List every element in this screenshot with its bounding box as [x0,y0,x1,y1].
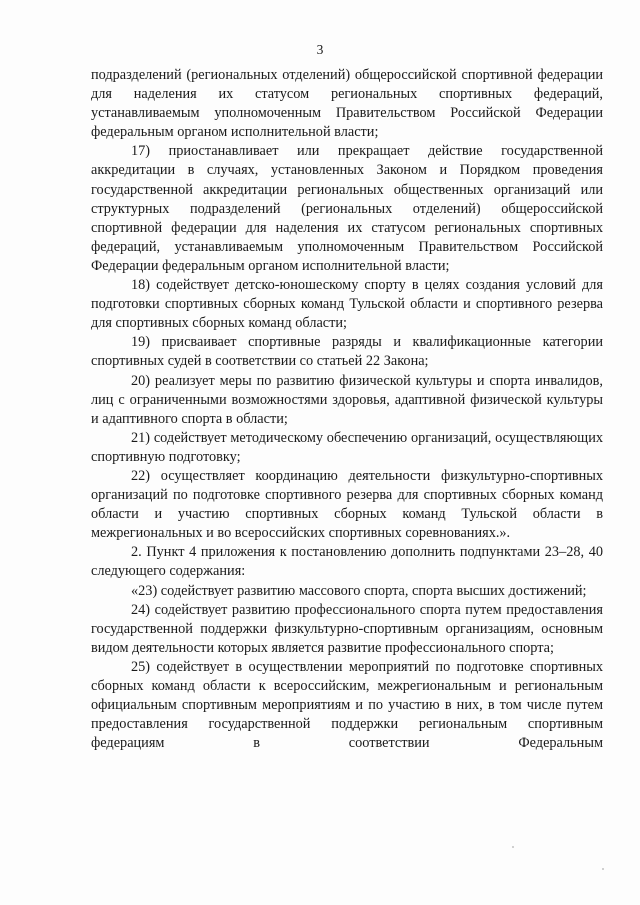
paragraph-item-22: 22) осуществляет координацию деятельности физкультурно-спортивных организаций по подготовке спортивного резерва для спортивных сборных команд области и участию спортивных сборных команд Тульской области в межрегиональных и во всероссийских спортивных соревнованиях.». [91,467,603,542]
scan-speck [602,868,604,870]
document-body [91,66,603,753]
paragraph-item-23: «23) содействует развитию массового спорта, спорта высших достижений; [131,582,587,599]
page-number: 3 [316,42,324,57]
paragraph-item-24: 24) содействует развитию профессионального спорта путем предоставления государственной поддержки физкультурно-спортивным организациям, основным видом деятельности которых является развитие профессионального спорта; [91,601,603,656]
paragraph-item-18: 18) содействует детско-юношескому спорту в целях создания условий для подготовки спортивных сборных команд Тульской области и спортивного резерва для спортивных сборных команд области; [91,277,603,332]
paragraph-item-21: 21) содействует методическому обеспечению организаций, осуществляющих спортивную подготовку; [91,429,603,465]
paragraph-item-20: 20) реализует меры по развитию физической культуры и спорта инвалидов, лиц с ограниченными возможностями здоровья, адаптивной физической культуры и адаптивного спорта в области; [91,372,603,427]
paragraph-item-19: 19) присваивает спортивные разряды и квалификационные категории спортивных судей в соответствии со статьей 22 Закона; [91,334,603,370]
paragraph-point-2: 2. Пункт 4 приложения к постановлению дополнить подпунктами 23–28, 40 следующего содержания: [91,544,603,580]
paragraph-item-17: 17) приостанавливает или прекращает действие государственной аккредитации в случаях, установленных Законом и Порядком проведения государственной аккредитации региональных общественных организаций или структурных подразделений (региональных отделений) общероссийской спортивной федерации для наделения их статусом региональных спортивных федераций, устанавливаемым уполномоченным Правительством Российской Федерации федеральным органом исполнительной власти; [91,143,603,274]
paragraph-continuation: подразделений (региональных отделений) общероссийской спортивной федерации для наделения их статусом региональных спортивных федераций, устанавливаемым уполномоченным Правительством Российской Федерации федеральным органом исполнительной власти; [91,67,603,141]
paragraph-item-25: 25) содействует в осуществлении мероприятий по подготовке спортивных сборных команд области к всероссийским, межрегиональным и региональным официальным спортивным мероприятиям и по участию в них, в том числе путем предоставления государственной поддержки региональным спортивным федерациям в соответствии Федеральным [91,658,603,752]
scan-speck [512,846,514,848]
